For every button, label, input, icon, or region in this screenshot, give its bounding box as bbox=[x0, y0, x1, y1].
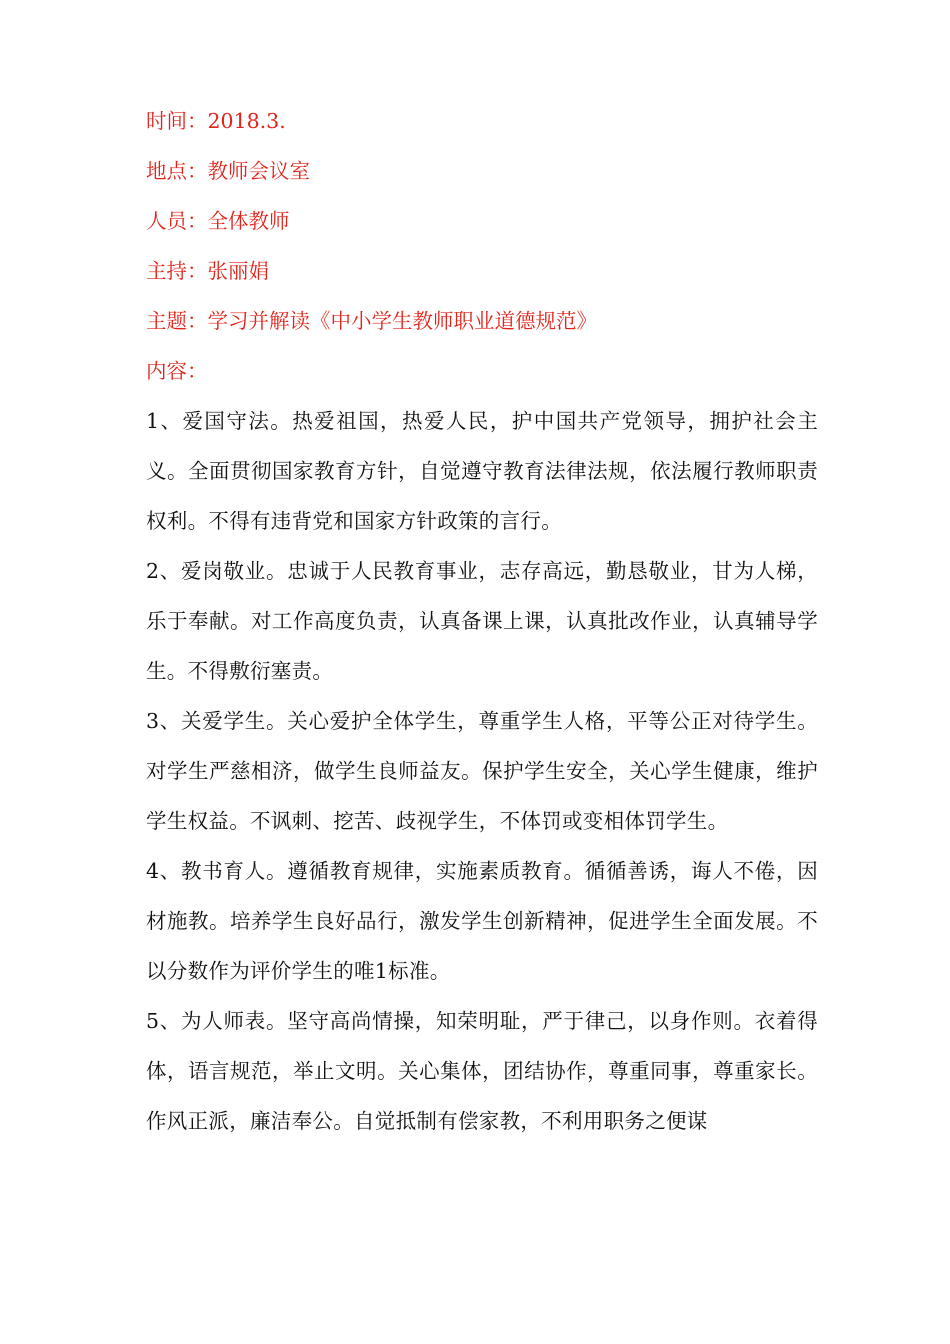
meeting-host: 主持：张丽娟 bbox=[146, 259, 269, 283]
document-page bbox=[146, 96, 818, 1146]
paragraph-2: 2、爱岗敬业。忠诚于人民教育事业，志存高远，勤恳敬业，甘为人梯，乐于奉献。对工作高度负责，认真备课上课，认真批改作业，认真辅导学生。不得敷衍塞责。 bbox=[146, 559, 818, 683]
meeting-attendees: 人员：全体教师 bbox=[146, 209, 290, 233]
paragraph-4: 4、教书育人。遵循教育规律，实施素质教育。循循善诱，诲人不倦，因材施教。培养学生良好品行，激发学生创新精神，促进学生全面发展。不以分数作为评价学生的唯1标准。 bbox=[146, 859, 818, 983]
meeting-time: 时间：2018.3. bbox=[146, 109, 286, 133]
paragraph-3: 3、关爱学生。关心爱护全体学生，尊重学生人格，平等公正对待学生。对学生严慈相济，做学生良师益友。保护学生安全，关心学生健康，维护学生权益。不讽刺、挖苦、歧视学生，不体罚或变相体罚学生。 bbox=[146, 709, 818, 833]
meeting-place: 地点：教师会议室 bbox=[146, 159, 310, 183]
paragraph-5: 5、为人师表。坚守高尚情操，知荣明耻，严于律己，以身作则。衣着得体，语言规范，举止文明。关心集体，团结协作，尊重同事，尊重家长。作风正派，廉洁奉公。自觉抵制有偿家教，不利用职务之便谋 bbox=[146, 1009, 818, 1133]
meeting-topic: 主题：学习并解读《中小学生教师职业道德规范》 bbox=[146, 309, 597, 333]
content-label: 内容： bbox=[146, 359, 208, 383]
paragraph-1: 1、爱国守法。热爱祖国，热爱人民，护中国共产党领导，拥护社会主义。全面贯彻国家教育方针，自觉遵守教育法律法规，依法履行教师职责权利。不得有违背党和国家方针政策的言行。 bbox=[146, 409, 818, 533]
